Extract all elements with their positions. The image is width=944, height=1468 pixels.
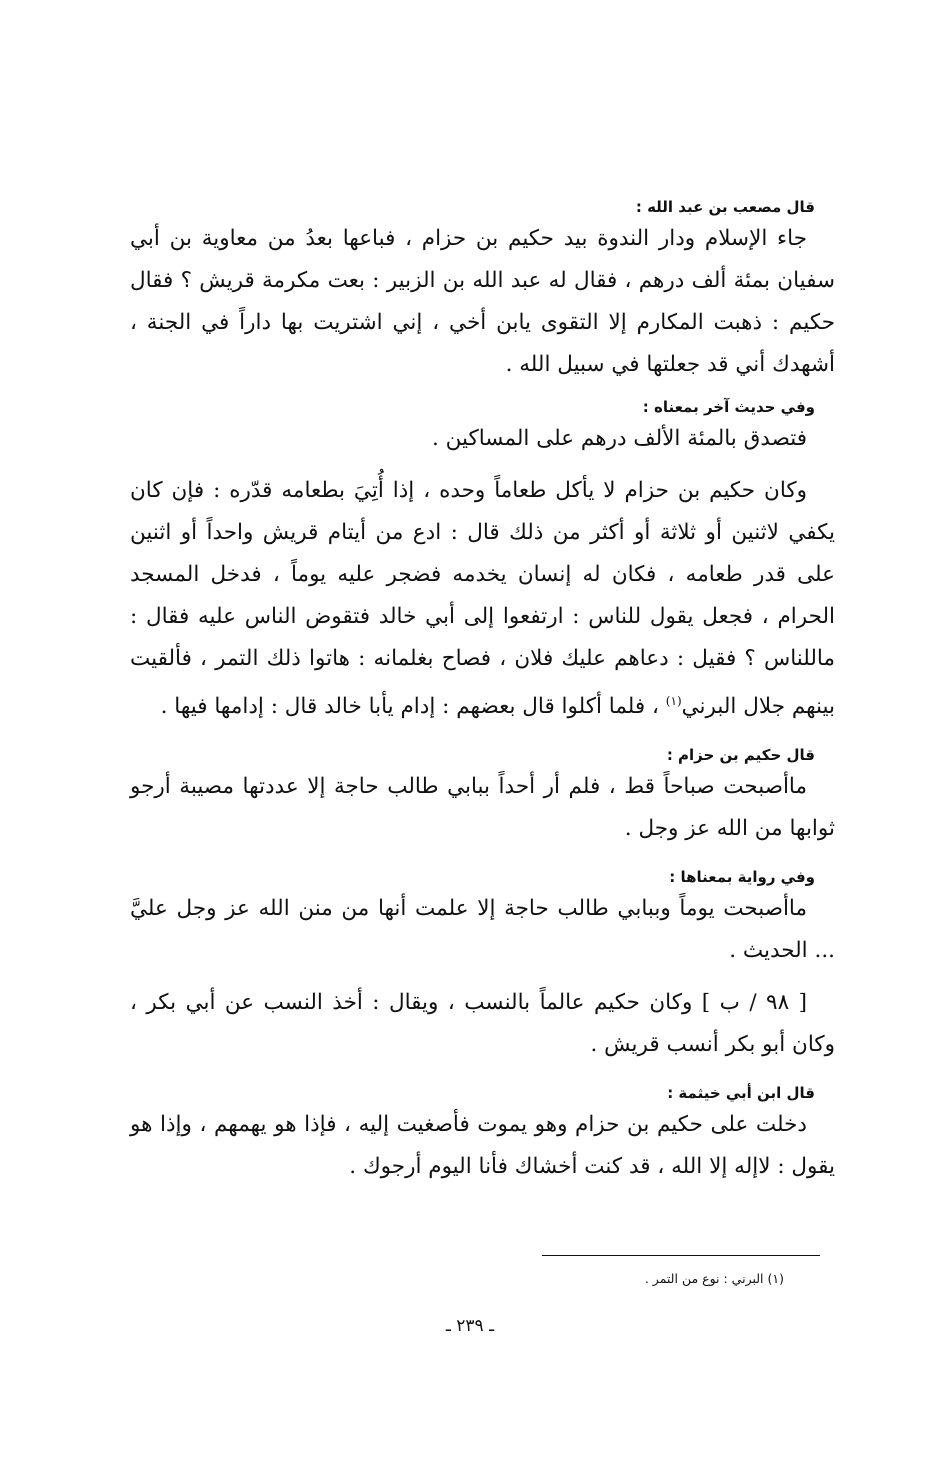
page-number: ـ ٢٣٩ ـ	[445, 1316, 495, 1336]
section-heading: قال ابن أبي خيثمة :	[667, 1084, 815, 1103]
paragraph-text: وكان حكيم بن حزام لا يأكل طعاماً وحده ، إذا أُتِيَ بطعامه قدّره : فإن كان يكفي لاثنين أو ثلاثة أو أكثر من ذلك قال : ادع من أيتام قريش واحداً أو اثنين على قدر طعامه ، فكان له إنسان يخدمه فضجر عليه يوماً ، فدخل المسجد الحرام ، فجعل يقول للناس : ارتفعوا إلى أبي خالد فتقوض الناس عليه فقال : ماللناس ؟ فقيل : دعاهم عليك فلان ، فصاح بغلمانه : هاتوا ذلك التمر ، فألقيت بينهم جلال البرني	[130, 478, 835, 720]
block-nasab	[130, 982, 835, 1066]
block-ibn-abi-khaythama	[130, 1082, 835, 1188]
footnote-ref: (١)	[665, 694, 682, 708]
paragraph: ماأصبحت صباحاً قط ، فلم أر أحداً ببابي طالب حاجة إلا عددتها مصيبة أرجو ثوابها من الله عز وجل .	[130, 774, 835, 842]
block-hakim-food	[130, 470, 835, 728]
paragraph	[130, 470, 835, 728]
block-hakim-saying	[130, 744, 835, 850]
paragraph: دخلت على حكيم بن حزام وهو يموت فأصغيت إليه ، فإذا هو يهمهم ، وإذا هو يقول : لاإله إلا الله ، قد كنت أخشاك فأنا اليوم أرجوك .	[130, 1112, 835, 1180]
block-riwaya	[130, 866, 835, 972]
footnote-divider	[542, 1255, 820, 1256]
section-heading: قال مصعب بن عبد الله :	[635, 198, 815, 216]
paragraph: ماأصبحت يوماً وببابي طالب حاجة إلا علمت أنها من منن الله عز وجل عليَّ ... الحديث .	[130, 896, 835, 964]
paragraph-text-continued: ، فلما أكلوا قال بعضهم : إدام يأبا خالد قال : إدامها فيها .	[160, 694, 666, 720]
section-heading: قال حكيم بن حزام :	[666, 746, 815, 765]
paragraph: جاء الإسلام ودار الندوة بيد حكيم بن حزام ، فباعها بعدُ من معاوية بن أبي سفيان بمئة ألف درهم ، فقال له عبد الله بن الزبير : بعت مكرمة قريش ؟ فقال حكيم : ذهبت المكارم إلا التقوى يابن أخي ، إني اشتريت بها داراً في الجنة ، أشهدك أني قد جعلتها في سبيل الله .	[130, 226, 835, 377]
block-other-hadith	[130, 396, 835, 460]
section-heading: وفي رواية بمعناها :	[669, 868, 815, 887]
footnote: (١) البرني : نوع من التمر .	[644, 1271, 784, 1286]
paragraph: [ ٩٨ / ب ] وكان حكيم عالماً بالنسب ، ويقال : أخذ النسب عن أبي بكر ، وكان أبو بكر أنسب قريش .	[130, 990, 835, 1058]
paragraph: فتصدق بالمئة الألف درهم على المساكين .	[431, 426, 807, 451]
section-heading: وفي حديث آخر بمعناه :	[642, 398, 815, 416]
block-musab	[130, 196, 835, 386]
page-body	[130, 196, 835, 1188]
